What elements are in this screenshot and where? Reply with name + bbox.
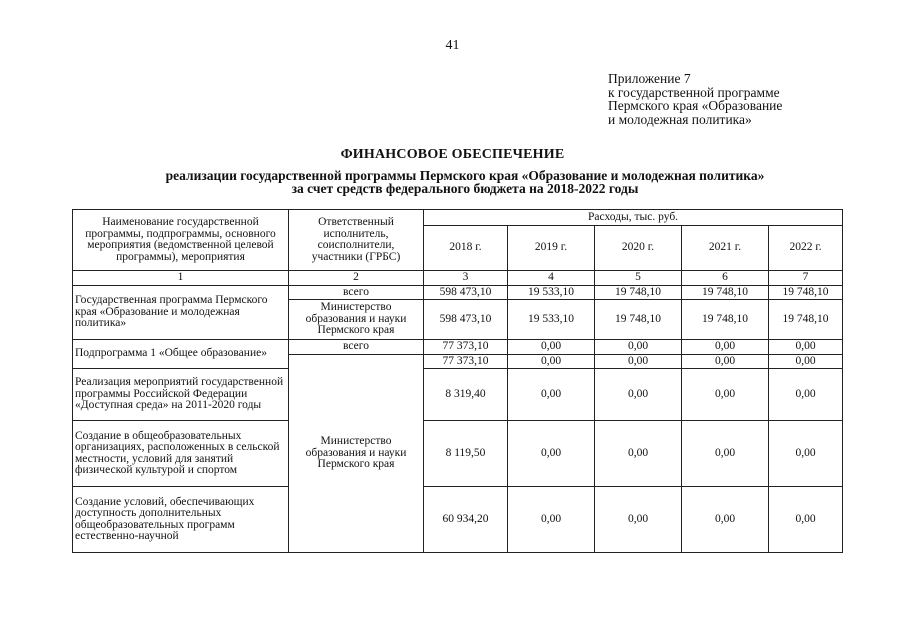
value-cell: 19 533,10 (508, 285, 595, 300)
document-subtitle (0, 169, 905, 195)
program-name: Государственная программа Пермского края «Образование и молодежная политика» (73, 285, 289, 340)
event-name: Реализация мероприятий государственной программы Российской Федерации «Доступная среда» на 2011-2020 годы (73, 369, 289, 421)
value-cell: 0,00 (682, 421, 769, 487)
value-cell: 0,00 (769, 354, 843, 369)
value-cell: 19 748,10 (595, 300, 682, 340)
column-number-row (73, 271, 843, 286)
value-cell: 0,00 (508, 354, 595, 369)
event-name: Создание в общеобразовательных организациях, расположенных в сельской местности, условий для занятий физической культурой и спортом (73, 421, 289, 487)
financing-table (72, 209, 843, 553)
header-year: 2019 г. (508, 225, 595, 271)
value-cell: 77 373,10 (424, 340, 508, 355)
appendix-note (608, 72, 782, 126)
subtitle-line-1: реализации государственной программы Пермского края «Образование и молодежная политика» (165, 168, 765, 183)
value-cell: 0,00 (508, 421, 595, 487)
subtitle-line-2: за счет средств федерального бюджета на 2018-2022 годы (291, 181, 639, 196)
table-row (73, 340, 843, 355)
table-row (73, 285, 843, 300)
column-number: 1 (73, 271, 289, 286)
document-title: ФИНАНСОВОЕ ОБЕСПЕЧЕНИЕ (340, 147, 565, 162)
responsible-total: всего (289, 340, 424, 355)
column-number: 3 (424, 271, 508, 286)
value-cell: 0,00 (595, 354, 682, 369)
responsible-total: всего (289, 285, 424, 300)
header-year: 2018 г. (424, 225, 508, 271)
value-cell: 8 119,50 (424, 421, 508, 487)
value-cell: 77 373,10 (424, 354, 508, 369)
column-number: 2 (289, 271, 424, 286)
value-cell: 0,00 (595, 369, 682, 421)
page-number: 41 (445, 38, 460, 53)
value-cell: 0,00 (769, 369, 843, 421)
appendix-line: Пермского края «Образование (608, 98, 783, 113)
value-cell: 0,00 (682, 369, 769, 421)
value-cell: 19 533,10 (508, 300, 595, 340)
value-cell: 0,00 (769, 340, 843, 355)
column-number: 6 (682, 271, 769, 286)
subprogram-name: Подпрограмма 1 «Общее образование» (73, 340, 289, 369)
column-number: 4 (508, 271, 595, 286)
value-cell: 19 748,10 (769, 300, 843, 340)
value-cell: 0,00 (769, 487, 843, 553)
value-cell: 598 473,10 (424, 285, 508, 300)
appendix-line: Приложение 7 (608, 71, 691, 86)
value-cell: 0,00 (682, 487, 769, 553)
value-cell: 0,00 (769, 421, 843, 487)
column-number: 7 (769, 271, 843, 286)
value-cell: 0,00 (508, 487, 595, 553)
value-cell: 19 748,10 (682, 285, 769, 300)
header-year: 2022 г. (769, 225, 843, 271)
table-row (73, 369, 843, 421)
value-cell: 0,00 (682, 340, 769, 355)
header-name: Наименование государственной программы, подпрограммы, основного мероприятия (ведомственной целевой программы), мероприятия (73, 210, 289, 271)
responsible-ministry: Министерство образования и науки Пермского края (289, 354, 424, 553)
value-cell: 8 319,40 (424, 369, 508, 421)
table-row (73, 421, 843, 487)
value-cell: 19 748,10 (769, 285, 843, 300)
responsible-ministry: Министерство образования и науки Пермского края (289, 300, 424, 340)
value-cell: 0,00 (595, 340, 682, 355)
appendix-line: и молодежная политика» (608, 111, 752, 127)
value-cell: 0,00 (508, 369, 595, 421)
value-cell: 598 473,10 (424, 300, 508, 340)
value-cell: 19 748,10 (595, 285, 682, 300)
table-row (73, 487, 843, 553)
column-number: 5 (595, 271, 682, 286)
header-expenses: Расходы, тыс. руб. (424, 210, 843, 226)
value-cell: 0,00 (682, 354, 769, 369)
value-cell: 60 934,20 (424, 487, 508, 553)
header-year: 2020 г. (595, 225, 682, 271)
value-cell: 0,00 (508, 340, 595, 355)
header-year: 2021 г. (682, 225, 769, 271)
event-name: Создание условий, обеспечивающих доступность дополнительных общеобразовательных программ естественно-научной (73, 487, 289, 553)
header-responsible: Ответственный исполнитель, соисполнители, участники (ГРБС) (289, 210, 424, 271)
value-cell: 19 748,10 (682, 300, 769, 340)
appendix-line: к государственной программе (608, 84, 780, 100)
value-cell: 0,00 (595, 421, 682, 487)
value-cell: 0,00 (595, 487, 682, 553)
